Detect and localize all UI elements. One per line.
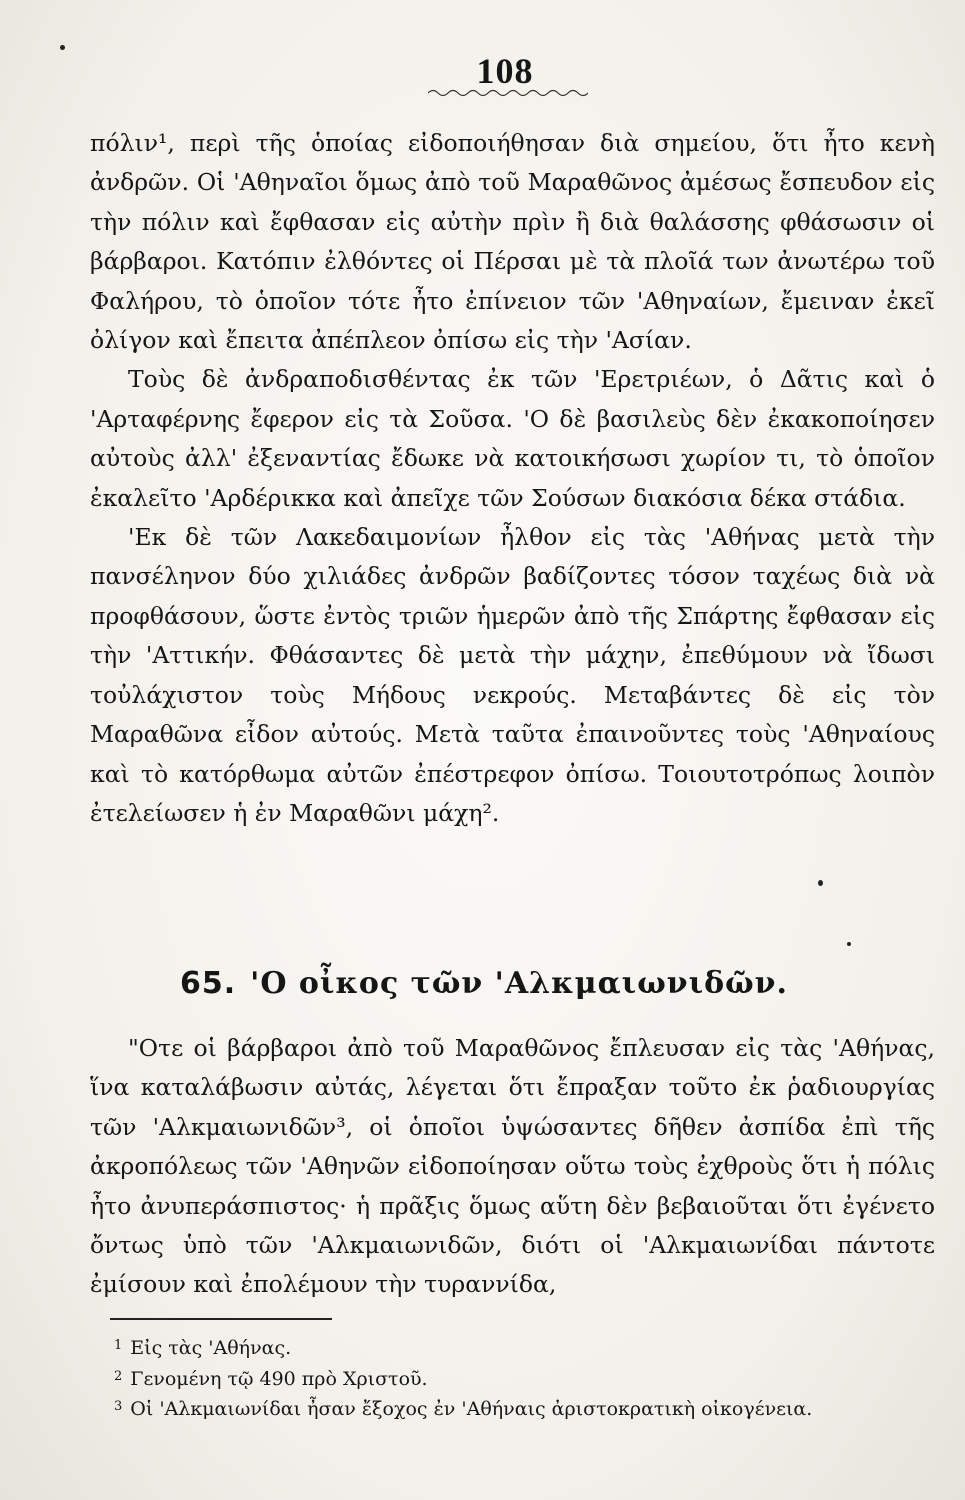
footnote-mark: 3 [114, 1399, 123, 1414]
footnote-divider [110, 1318, 332, 1320]
section-heading [180, 966, 940, 1001]
ink-speck [60, 45, 65, 50]
ink-speck [818, 880, 823, 886]
footnotes [114, 1332, 934, 1424]
footnote-text: Οἱ 'Αλκμαιωνίδαι ἦσαν ἔξοχος ἐν 'Αθήναις ἀριστοκρατικὴ οἰκογένεια. [130, 1398, 813, 1420]
footnote-mark: 1 [114, 1338, 123, 1353]
section-title: 'Ο οἶκος τῶν 'Αλκμαιωνιδῶν. [250, 966, 788, 1001]
ink-speck [847, 942, 851, 946]
paragraph: "Οτε οἱ βάρβαροι ἀπὸ τοῦ Μαραθῶνος ἔπλευσαν εἰς τὰς 'Αθήνας, ἵνα καταλάβωσιν αὐτάς, λέγεται ὅτι ἔπραξαν τοῦτο ἐκ ῥαδιουργίας τῶν 'Αλκμαιωνιδῶν³, οἱ ὁποῖοι ὑψώσαντες δῆθεν ἀσπίδα ἐπὶ τῆς ἀκροπόλεως τῶν 'Αθηνῶν εἰδοποίησαν οὕτω τοὺς ἐχθροὺς ὅτι ἡ πόλις ἦτο ἀνυπεράσπιστος· ἡ πρᾶξις ὅμως αὕτη δὲν βεβαιοῦται ὅτι ἐγένετο ὄντως ὑπὸ τῶν 'Αλκμαιωνιδῶν, διότι οἱ 'Αλκμαιωνίδαι πάντοτε ἐμίσουν καὶ ἐπολέμουν τὴν τυραννίδα, [90, 1034, 935, 1299]
paragraph: Τοὺς δὲ ἀνδραποδισθέντας ἐκ τῶν 'Ερετριέων, ὁ Δᾶτις καὶ ὁ 'Αρταφέρνης ἔφερον εἰς τὰ Σοῦσα. 'Ο δὲ βασιλεὺς δὲν ἐκακοποίησεν αὐτοὺς ἀλλ' ἐξεναντίας ἔδωκε νὰ κατοικήσωσι χωρίον τι, τὸ ὁποῖον ἐκαλεῖτο 'Αρδέρικκα καὶ ἀπεῖχε τῶν Σούσων διακόσια δέκα στάδια. [90, 365, 935, 512]
footnote-mark: 2 [114, 1368, 123, 1384]
paragraph: πόλιν¹, περὶ τῆς ὁποίας εἰδοποιήθησαν διὰ σημείου, ὅτι ἦτο κενὴ ἀνδρῶν. Οἱ 'Αθηναῖοι ὅμως ἀπὸ τοῦ Μαραθῶνος ἀμέσως ἔσπευδον εἰς τὴν πόλιν καὶ ἔφθασαν εἰς αὐτὴν πρὶν ἢ διὰ θαλάσσης φθάσωσιν οἱ βάρβαροι. Κατόπιν ἐλθόντες οἱ Πέρσαι μὲ τὰ πλοῖά των ἀνωτέρω τοῦ Φαλήρου, τὸ ὁποῖον τότε ἦτο ἐπίνειον τῶν 'Αθηναίων, ἔμειναν ἐκεῖ ὀλίγον καὶ ἔπειτα ἀπέπλεον ὀπίσω εἰς τὴν 'Ασίαν. [90, 129, 935, 355]
footnote [114, 1332, 934, 1363]
footnote [114, 1363, 934, 1394]
footnote-text: Γενομένη τῷ 490 πρὸ Χριστοῦ. [130, 1367, 428, 1390]
footnote [114, 1393, 934, 1424]
body-text-top [90, 124, 935, 833]
body-text-bottom [90, 1029, 935, 1305]
decorative-rule-ornament [428, 88, 588, 98]
footnote-text: Εἰς τὰς 'Αθήνας. [130, 1337, 292, 1359]
section-number: 65. [180, 966, 237, 1001]
paragraph: 'Εκ δὲ τῶν Λακεδαιμονίων ἦλθον εἰς τὰς 'Αθήνας μετὰ τὴν πανσέληνον δύο χιλιάδες ἀνδρῶν βαδίζοντες τόσον ταχέως διὰ νὰ προφθάσουν, ὥστε ἐντὸς τριῶν ἡμερῶν ἀπὸ τῆς Σπάρτης ἔφθασαν εἰς τὴν 'Αττικήν. Φθάσαντες δὲ μετὰ τὴν μάχην, ἐπεθύμουν νὰ ἴδωσι τοὐλάχιστον τοὺς Μήδους νεκρούς. Μεταβάντες δὲ εἰς τὸν Μαραθῶνα εἶδον αὐτούς. Μετὰ ταῦτα ἐπαινοῦντες τοὺς 'Αθηναίους καὶ τὸ κατόρθωμα αὐτῶν ἐπέστρεφον ὀπίσω. Τοιουτοτρόπως λοιπὸν ἐτελείωσεν ἡ ἐν Μαραθῶνι μάχη². [90, 523, 935, 827]
page-number: 108 [476, 51, 534, 91]
